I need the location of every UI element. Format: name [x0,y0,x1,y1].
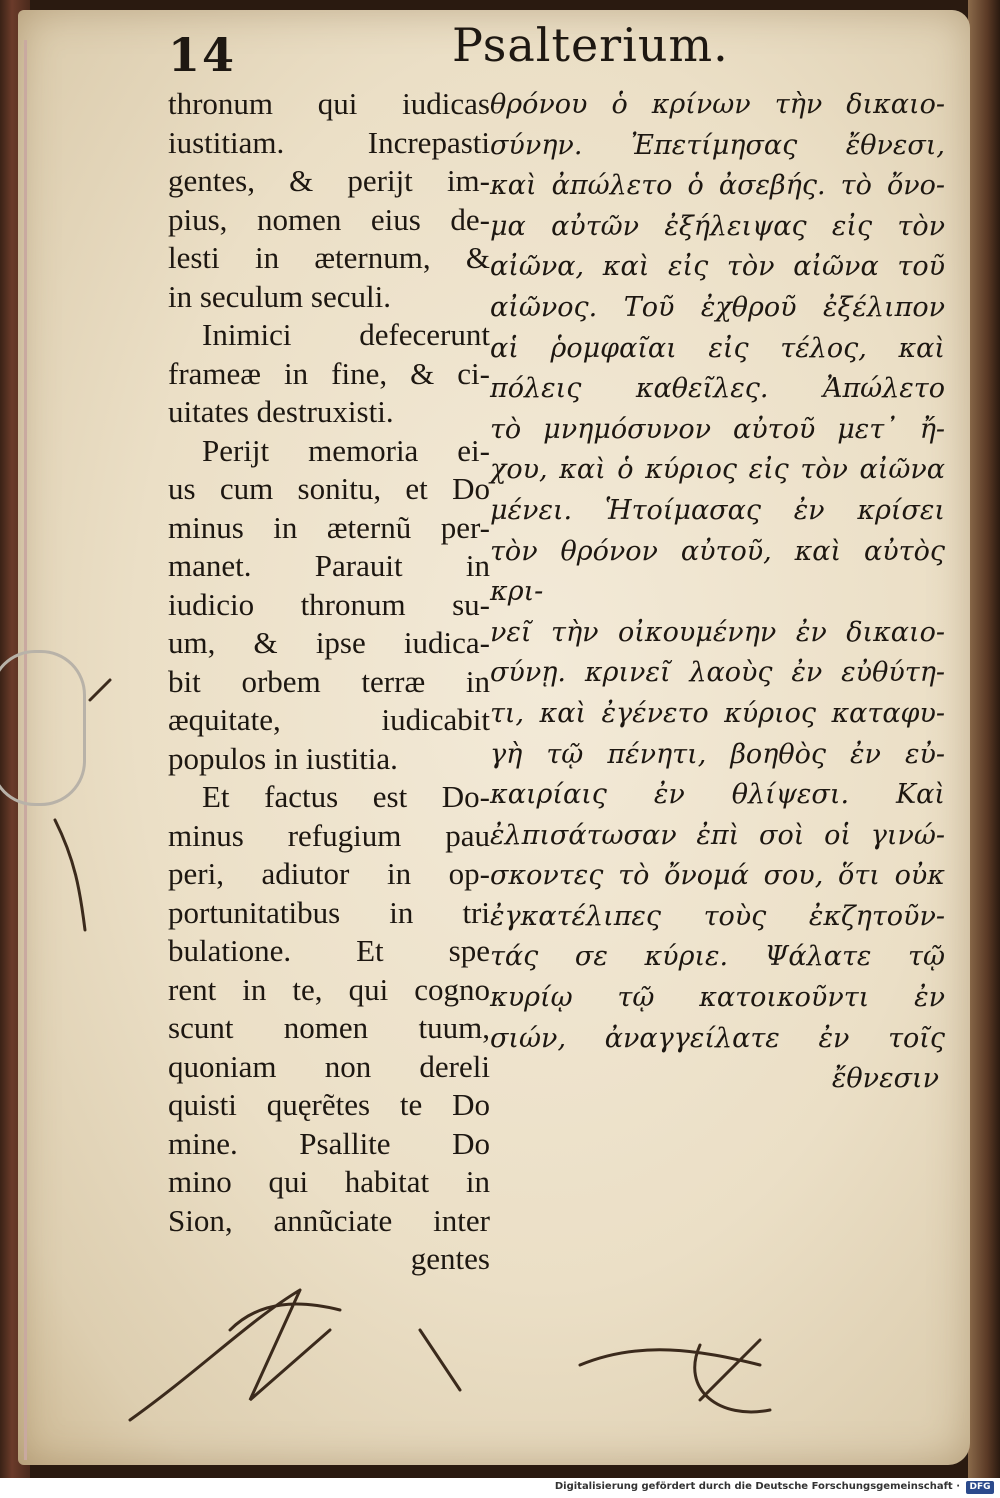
greek-line: σκοντες τὸ ὄνομά σου, ὅτι οὐκ [490,860,945,892]
latin-line: portunitatibus in tri [168,894,490,930]
greek-line: τάς σε κύριε. Ψάλατε τῷ [490,941,945,973]
greek-line: σύνην. Ἐπετίμησας ἔθνεσι, [490,129,945,161]
latin-line: um, & ipse iudica- [168,625,490,660]
greek-line: αἱ ῥομφαῖαι εἰς τέλος, καὶ [490,332,945,364]
greek-line: σιών, ἀναγγείλατε ἐν τοῖς [490,1022,945,1054]
latin-line: mine. Psallite Do [168,1125,490,1161]
latin-catchword: gentes [410,1241,490,1276]
greek-line: πόλεις καθεῖλες. Ἀπώλετο [490,373,945,405]
latin-line: iudicio thronum su- [168,586,490,622]
greek-line: γὴ τῷ πένητι, βοηθὸς ἐν εὐ- [490,738,945,770]
footer-bar [0,1478,1000,1498]
latin-line: uitates destruxisti. [168,394,394,429]
greek-line: τὸν θρόνον αὐτοῦ, καὶ αὐτὸς κρι- [490,535,945,608]
page-number: 14 [168,28,237,82]
greek-line: νεῖ τὴν οἰκουμένην ἐν δικαιο- [490,616,945,648]
greek-line: ἐλπισάτωσαν ἐπὶ σοὶ οἱ γινώ- [490,819,945,851]
latin-line: pius, nomen eius de- [168,201,490,237]
dfg-logo: DFG [966,1481,994,1494]
latin-line: minus in æternũ per- [168,509,490,545]
latin-line: gentes, & perijt im- [168,163,490,198]
latin-line: quoniam non dereli [168,1048,490,1084]
greek-line: αἰῶνα, καὶ εἰς τὸν αἰῶνα τοῦ [490,251,945,283]
latin-line: scunt nomen tuum, [168,1010,490,1045]
latin-line: populos in iustitia. [168,740,398,776]
latin-line: peri, adiutor in op- [168,856,490,891]
latin-line: bit orbem terræ in [168,663,490,699]
latin-line: minus refugium pau [168,817,490,853]
greek-line: τι, καὶ ἐγένετο κύριος καταφυ- [490,697,945,729]
latin-line: Perijt memoria ei- [202,432,490,468]
latin-line: Inimici defecerunt [202,317,490,352]
latin-line: rent in te, qui cogno [168,971,490,1007]
greek-line: μα αὐτῶν ἐξήλειψας εἰς τὸν [490,210,945,242]
greek-line: θρόνου ὁ κρίνων τὴν δικαιο- [490,89,945,120]
latin-line: frameæ in fine, & ci- [168,355,490,391]
greek-line: αἰῶνος. Τοῦ ἐχθροῦ ἐξέλιπον [490,291,945,323]
margin-mark [55,820,85,930]
latin-line: us cum sonitu, et Do [168,471,490,506]
greek-line: χου, καὶ ὁ κύριος εἰς τὸν αἰῶνα [490,454,945,486]
greek-line: τὸ μνημόσυνον αὐτοῦ μετ᾽ ἤ- [490,413,945,445]
greek-line: κυρίῳ τῷ κατοικοῦντι ἐν [490,982,945,1014]
latin-line: Et factus est Do- [202,779,490,814]
scribble-left [130,1290,460,1420]
latin-line: quisti quęrẽtes te Do [168,1087,490,1122]
latin-line: Sion, annũciate inter [168,1202,490,1238]
funding-credit: Digitalisierung gefördert durch die Deutsche Forschungsgemeinschaft · [554,1481,960,1492]
greek-line: σύνῃ. κρινεῖ λαοὺς ἐν εὐθύτη- [490,657,945,689]
running-head: Psalterium. [452,18,729,72]
greek-line: καὶ ἀπώλετο ὁ ἀσεβής. τὸ ὄνο- [490,170,945,202]
latin-line: lesti in æternum, & [168,240,490,275]
latin-line: bulatione. Et spe [168,933,490,968]
greek-catchword: ἔθνεσιν [831,1063,939,1095]
latin-line: æquitate, iudicabit [168,702,490,737]
latin-line: manet. Parauit in [168,548,490,583]
greek-line: μένει. Ἡτοίμασας ἐν κρίσει [490,494,945,526]
margin-tick [90,680,110,700]
latin-line: mino qui habitat in [168,1164,490,1199]
latin-line: iustitiam. Increpasti [168,124,490,160]
scribble-right [580,1340,770,1412]
latin-line: in seculum seculi. [168,278,391,314]
latin-line: thronum qui iudicas [168,86,490,121]
greek-line: καιρίαις ἐν θλίψεσι. Καὶ [490,779,945,811]
greek-line: ἐγκατέλιπες τοὺς ἐκζητοῦν- [490,900,945,932]
